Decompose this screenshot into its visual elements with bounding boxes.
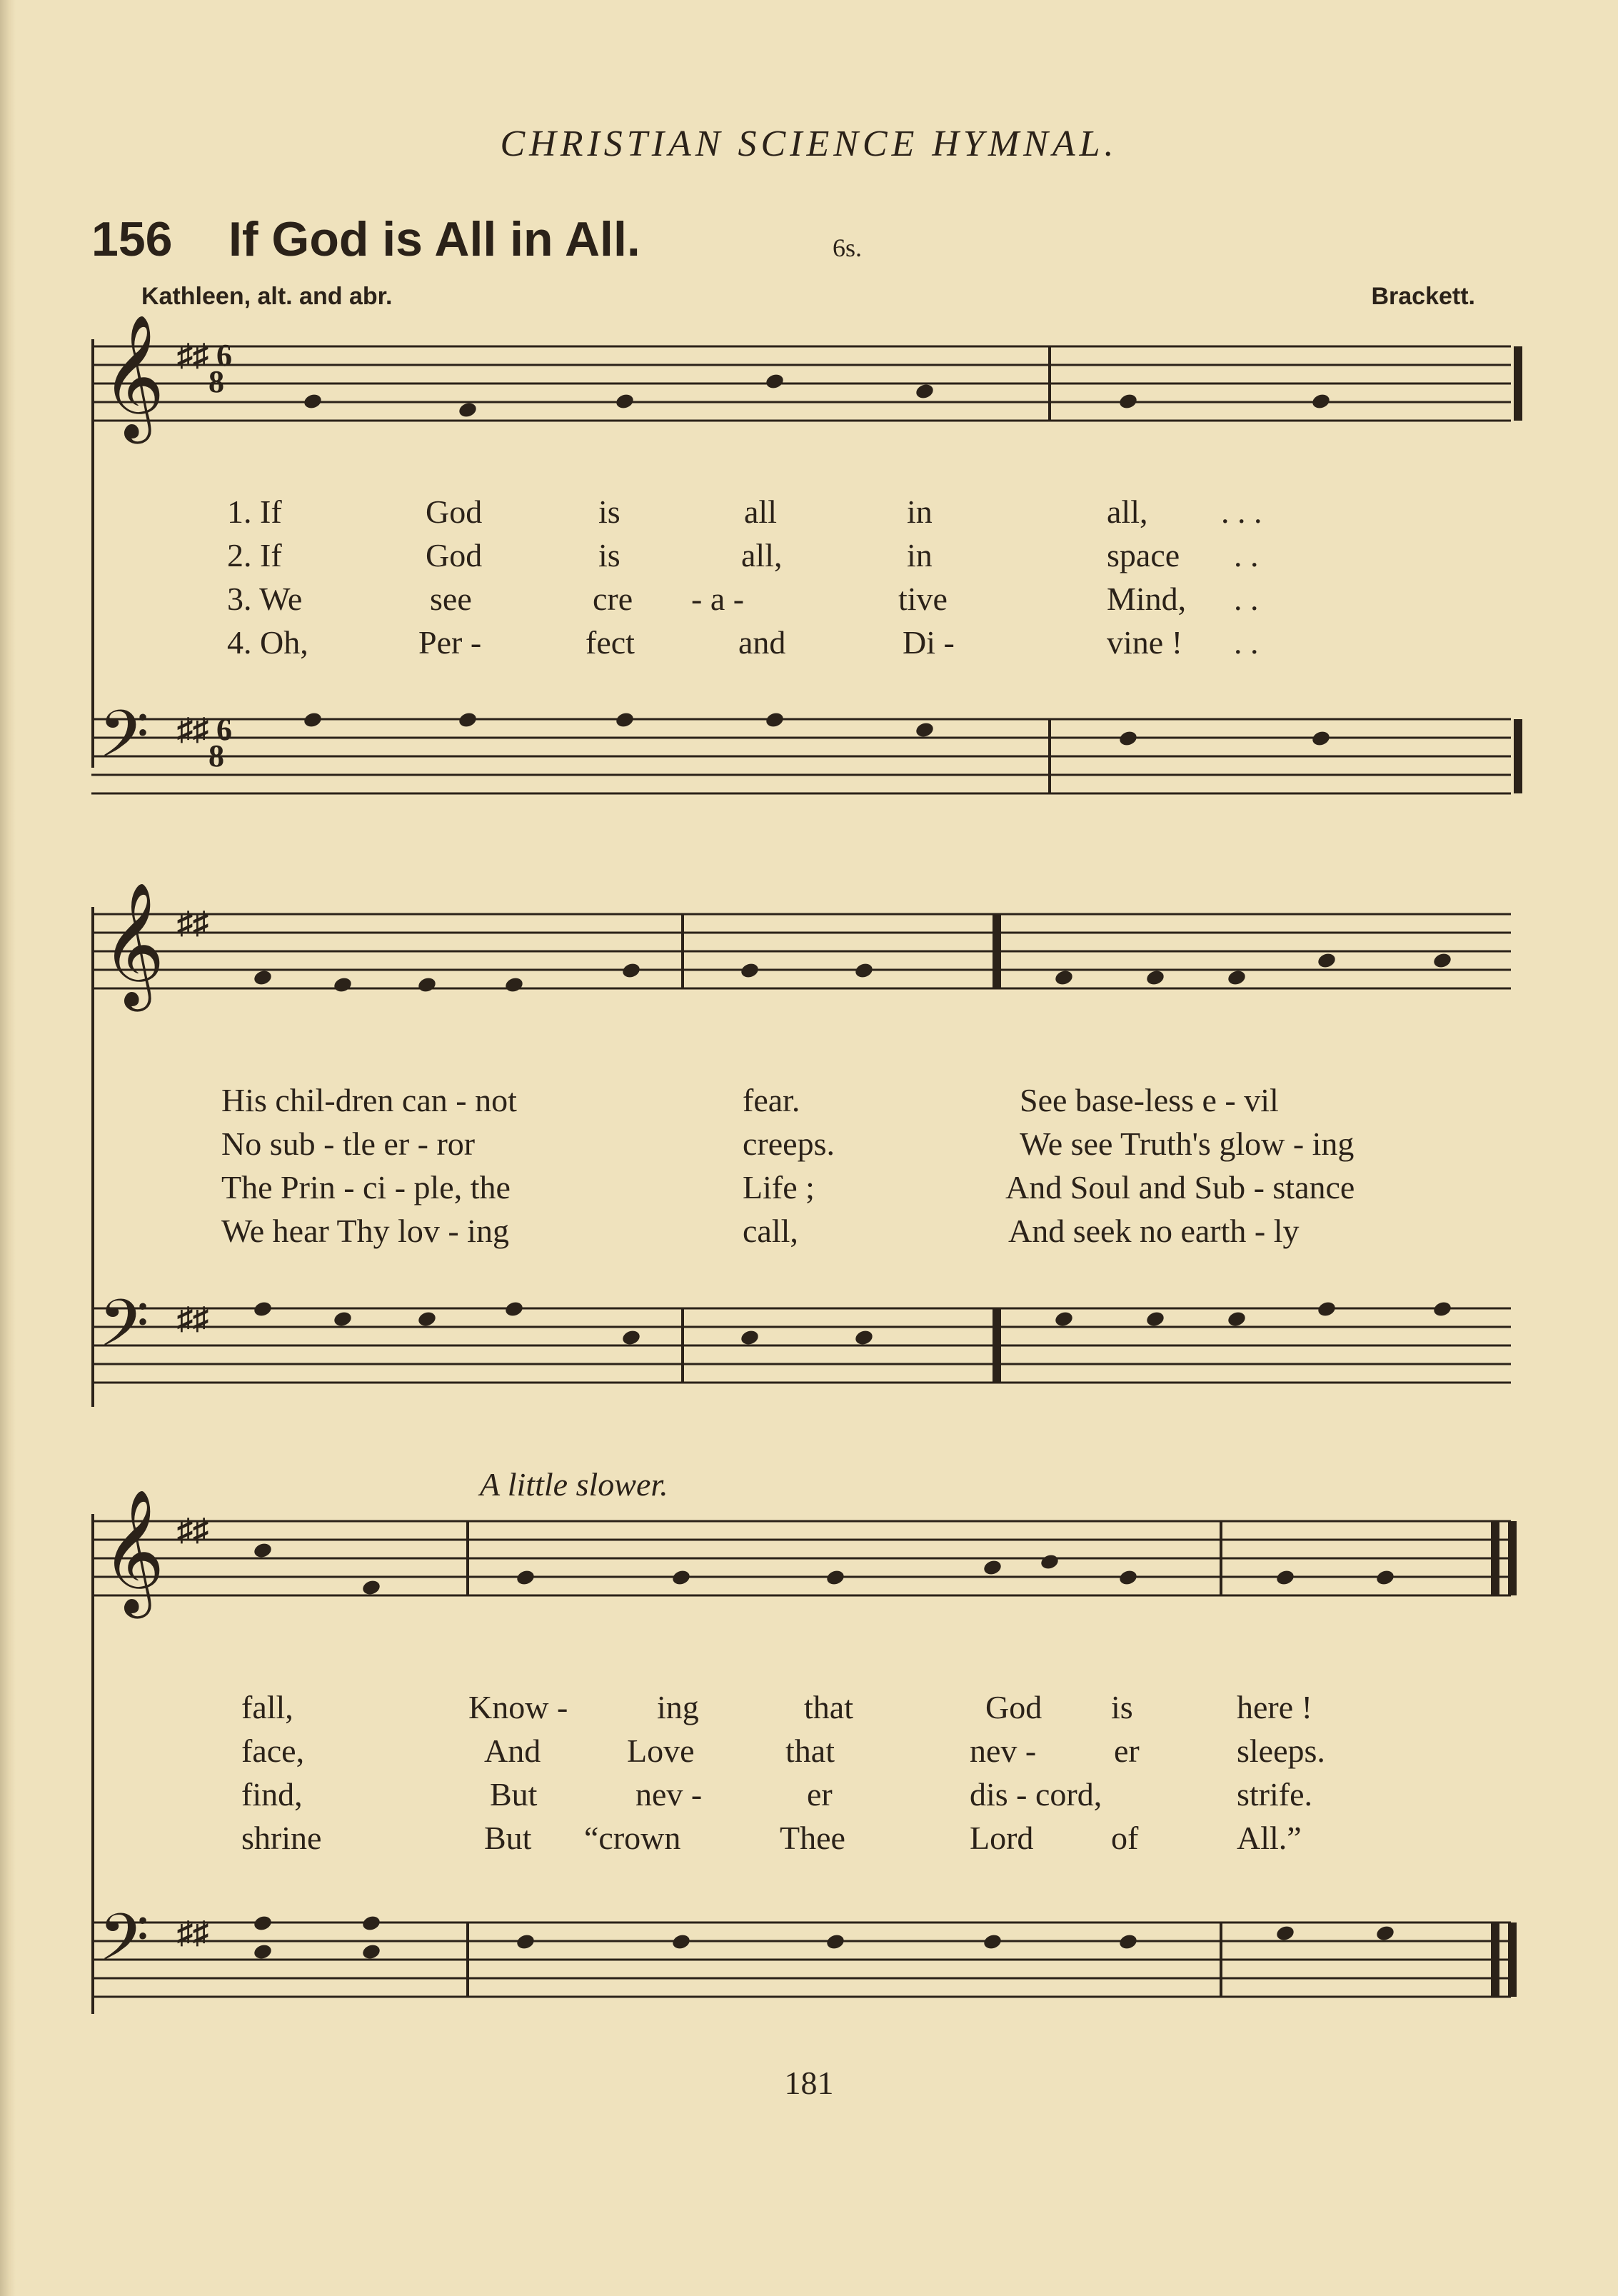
barline [466,1922,469,1997]
lyric-line [241,1685,1455,1729]
lyric-syllable: 4. Oh, [227,624,308,661]
lyric-phrase: And Soul and Sub - stance [1005,1169,1355,1205]
lyric-line [241,1816,1455,1860]
lyric-phrase: No sub - tle er - ror [221,1126,476,1162]
lyric-line [241,1729,1455,1773]
final-double-barline [1508,1521,1517,1595]
lyric-syllable: in [907,537,933,573]
bass-staff [91,699,1511,811]
lyric-syllable: . . [1234,624,1259,661]
lyric-syllable: all, [741,537,783,573]
bass-staff [91,1288,1511,1400]
lyric-syllable: er [807,1776,833,1813]
lyric-syllable: nev - [635,1776,703,1813]
music-credit: Brackett. [1371,283,1475,310]
lyric-syllable: But [484,1820,532,1856]
bass-clef-icon: 𝄢 [99,1903,149,1990]
tempo-marking: A little slower. [480,1466,668,1503]
barline [1048,719,1051,793]
lyric-phrase: And seek no earth - ly [1008,1213,1300,1249]
lyric-syllable: Di - [903,624,955,661]
lyric-syllable: 1. If [227,493,282,530]
lyric-syllable: in [907,493,933,530]
staff-lines [91,339,1511,432]
lyric-syllable: And [484,1733,541,1769]
lyric-syllable: 3. We [227,581,303,617]
barline [1220,1922,1222,1997]
lyric-line [221,1078,1507,1122]
key-signature: ♯♯ [177,906,208,941]
lyric-syllable: Per - [418,624,482,661]
lyric-syllable: God [985,1689,1042,1725]
lyric-phrase: fear. [743,1082,800,1118]
words-credit: Kathleen, alt. and abr. [141,283,393,310]
lyric-syllable: is [598,493,620,530]
double-barline [993,914,1001,988]
treble-staff [91,1493,1511,1611]
page-number: 181 [784,2065,834,2101]
treble-clef-icon: 𝄞 [101,318,165,436]
lyric-syllable: Love [627,1733,695,1769]
hymn-title: If God is All in All. [228,212,640,266]
lyric-syllable: here ! [1237,1689,1312,1725]
final-double-barline [1508,1922,1517,1997]
lyric-syllable: But [490,1776,538,1813]
lyric-syllable: . . [1234,537,1259,573]
lyric-line [221,1122,1507,1165]
hymn-meter: 6s. [833,234,863,262]
bass-clef-icon: 𝄢 [99,699,149,786]
key-signature: ♯♯ [177,1915,208,1950]
system-brace-line [91,339,94,768]
verse-lyrics-system-1 [227,490,1441,664]
barline [1048,346,1051,421]
page-binding-edge [0,0,16,2296]
treble-staff [91,886,1511,1004]
lyric-syllable: face, [241,1733,305,1769]
lyric-syllable: fect [586,624,635,661]
staff-lines [91,1914,1511,2014]
treble-clef-icon: 𝄞 [101,1493,165,1611]
lyric-syllable: that [804,1689,853,1725]
end-barline [1514,346,1522,421]
lyric-syllable: all [744,493,777,530]
lyric-syllable: shrine [241,1820,322,1856]
lyric-syllable: fall, [241,1689,293,1725]
barline [681,914,684,988]
lyric-syllable: find, [241,1776,303,1813]
lyric-syllable: er [1114,1733,1140,1769]
lyric-syllable: tive [898,581,948,617]
hymn-number: 156 [91,212,173,266]
verse-lyrics-system-3 [241,1685,1455,1860]
lyric-syllable: that [785,1733,835,1769]
lyric-syllable: Thee [780,1820,845,1856]
barline [681,1308,684,1383]
lyric-syllable: . . [1234,581,1259,617]
lyric-phrase: His chil-dren can - not [221,1082,517,1118]
lyric-phrase: See base-less e - vil [1020,1082,1279,1118]
lyric-line [227,577,1441,621]
bass-staff [91,1903,1511,2014]
lyric-phrase: creeps. [743,1126,835,1162]
lyric-syllable: of [1111,1820,1139,1856]
key-signature: ♯♯ [177,1513,208,1548]
barline [466,1521,469,1595]
lyric-syllable: vine ! [1107,624,1183,661]
lyric-syllable: strife. [1237,1776,1313,1813]
lyric-syllable: . . . [1221,493,1262,530]
staff-lines [91,1514,1511,1607]
lyric-syllable: cre [593,581,633,617]
lyric-phrase: We see Truth's glow - ing [1020,1126,1355,1162]
lyric-phrase: We hear Thy lov - ing [221,1213,509,1249]
key-time-signature: ♯♯ 6 8 [177,338,232,400]
lyric-syllable: see [430,581,472,617]
lyric-syllable: and [738,624,786,661]
lyric-syllable: dis - cord, [970,1776,1102,1813]
lyric-line [241,1773,1455,1816]
lyric-syllable: all, [1107,493,1148,530]
lyric-line [227,621,1441,664]
treble-staff [91,318,1511,436]
verse-lyrics-system-2 [221,1078,1507,1253]
lyric-syllable: God [426,537,483,573]
lyric-syllable: - a - [691,581,745,617]
lyric-syllable: is [598,537,620,573]
lyric-syllable: All.” [1237,1820,1302,1856]
lyric-syllable: Know - [468,1689,568,1725]
lyric-syllable: is [1111,1689,1133,1725]
lyric-syllable: nev - [970,1733,1037,1769]
final-double-barline [1491,1521,1499,1595]
staff-lines [91,1300,1511,1400]
lyric-line [227,533,1441,577]
barline [1220,1521,1222,1595]
end-barline [1514,719,1522,793]
lyric-syllable: God [426,493,483,530]
treble-clef-icon: 𝄞 [101,886,165,1004]
key-time-signature: ♯♯ 6 8 [177,712,232,774]
staff-lines [91,711,1511,811]
lyric-syllable: “crown [584,1820,681,1856]
running-head: CHRISTIAN SCIENCE HYMNAL. [500,124,1118,164]
lyric-line [221,1165,1507,1209]
lyric-syllable: ing [657,1689,699,1725]
lyric-phrase: Life ; [743,1169,815,1205]
lyric-syllable: space [1107,537,1180,573]
lyric-syllable: Lord [970,1820,1034,1856]
lyric-line [227,490,1441,533]
lyric-syllable: sleeps. [1237,1733,1325,1769]
staff-lines [91,907,1511,1000]
key-signature: ♯♯ [177,1301,208,1336]
double-barline [993,1308,1001,1383]
lyric-line [221,1209,1507,1253]
lyric-syllable: Mind, [1107,581,1187,617]
bass-clef-icon: 𝄢 [99,1288,149,1375]
lyric-phrase: The Prin - ci - ple, the [221,1169,511,1205]
final-double-barline [1491,1922,1499,1997]
lyric-phrase: call, [743,1213,798,1249]
lyric-syllable: 2. If [227,537,282,573]
